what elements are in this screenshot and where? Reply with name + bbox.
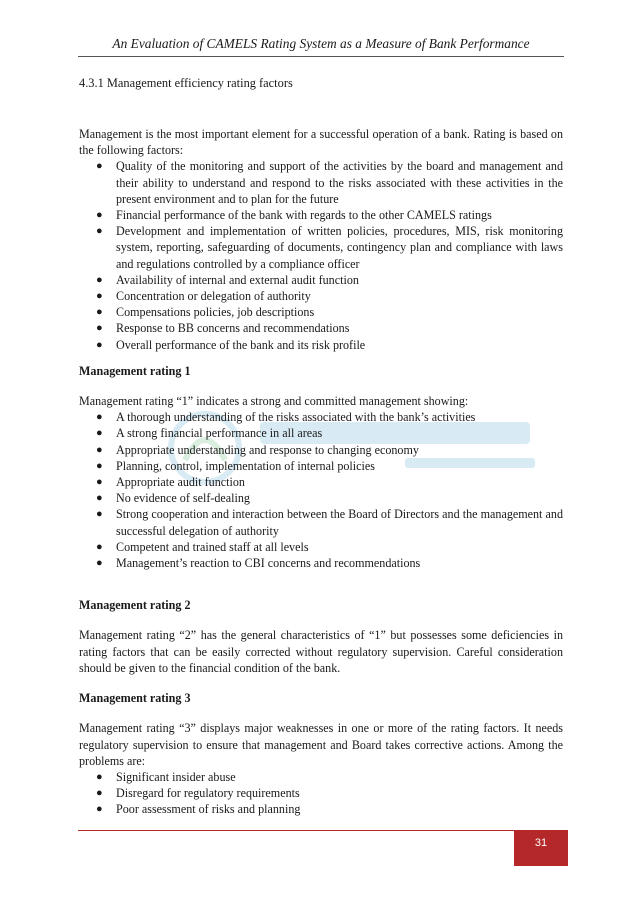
list-item: ● Poor assessment of risks and planning xyxy=(96,802,301,817)
bullet-icon: ● xyxy=(96,273,103,286)
bullet-icon: ● xyxy=(96,160,103,173)
list-item: ● Significant insider abuse xyxy=(96,769,236,784)
list-item: ● Management’s reaction to CBI concerns and recommendations xyxy=(96,556,421,571)
rating-1-list xyxy=(79,409,563,571)
list-item: ● Planning, control, implementation of internal policies xyxy=(96,458,375,473)
bullet-icon: ● xyxy=(96,476,103,489)
bullet-icon: ● xyxy=(96,427,103,440)
bullet-icon: ● xyxy=(96,411,103,424)
bullet-icon: ● xyxy=(96,322,103,335)
rating-3-text: Management rating “3” displays major weaknesses in one or more of the rating factors. It needs regulatory supervision to ensure that management and Board takes corrective actions. Among the problems are: xyxy=(79,721,563,768)
bullet-icon: ● xyxy=(96,225,103,238)
bullet-icon: ● xyxy=(96,443,103,456)
rating-3-heading: Management rating 3 xyxy=(79,691,191,706)
list-item: ● Availability of internal and external audit function xyxy=(96,272,359,287)
bullet-icon: ● xyxy=(96,508,103,521)
list-item: ● Competent and trained staff at all levels xyxy=(96,539,309,554)
page-body xyxy=(79,126,563,818)
bullet-icon: ● xyxy=(96,492,103,505)
rating-1-heading: Management rating 1 xyxy=(79,363,191,378)
bullet-icon: ● xyxy=(96,306,103,319)
rating-3-list xyxy=(79,769,563,818)
list-item: ● Overall performance of the bank and its risk profile xyxy=(96,337,366,352)
rating-2-heading: Management rating 2 xyxy=(79,598,191,613)
bullet-icon: ● xyxy=(96,803,103,816)
bullet-icon: ● xyxy=(96,459,103,472)
list-item: ● Financial performance of the bank with regards to the other CAMELS ratings xyxy=(96,208,492,223)
list-item: ● No evidence of self-dealing xyxy=(96,491,250,506)
bullet-icon: ● xyxy=(96,209,103,222)
list-item: ● Appropriate understanding and response to changing economy xyxy=(96,442,419,457)
list-item: ● A strong financial performance in all areas xyxy=(96,426,323,441)
list-item: ● Compensations policies, job descriptions xyxy=(96,305,315,320)
bullet-icon: ● xyxy=(96,770,103,783)
list-item: ● Quality of the monitoring and support of the activities by the board and management and their ability to understand and respond to the risks associated with these activities in the present environment and to plan for the future xyxy=(96,159,563,206)
list-item: ● Strong cooperation and interaction between the Board of Directors and the management and successful delegation of authority xyxy=(96,507,563,538)
section-title: 4.3.1 Management efficiency rating factors xyxy=(79,76,293,90)
intro-paragraph: Management is the most important element for a successful operation of a bank. Rating is based on the following factors: xyxy=(79,127,563,158)
page-number-badge xyxy=(514,830,568,866)
footer-rule xyxy=(78,830,514,831)
bullet-icon: ● xyxy=(96,540,103,553)
bullet-icon: ● xyxy=(96,557,103,570)
bullet-icon: ● xyxy=(96,787,103,800)
list-item: ● Response to BB concerns and recommendations xyxy=(96,321,350,336)
page-number: 31 xyxy=(534,837,548,849)
list-item: ● Concentration or delegation of authority xyxy=(96,289,311,304)
list-item: ● Disregard for regulatory requirements xyxy=(96,786,300,801)
rating-2-text: Management rating “2” has the general characteristics of “1” but possesses some deficiencies in rating factors that can be easily corrected without regulatory supervision. Careful consideration should be given to the financial condition of the bank. xyxy=(79,628,563,675)
factor-list xyxy=(79,158,563,352)
list-item: ● Appropriate audit function xyxy=(96,475,245,490)
bullet-icon: ● xyxy=(96,338,103,351)
rating-1-intro: Management rating “1” indicates a strong and committed management showing: xyxy=(79,394,469,409)
bullet-icon: ● xyxy=(96,290,103,303)
list-item: ● A thorough understanding of the risks associated with the bank’s activities xyxy=(96,410,476,425)
list-item: ● Development and implementation of written policies, procedures, MIS, risk monitoring system, reporting, safeguarding of documents, contingency plan and compliance with laws and regulations controlled by a compliance officer xyxy=(96,224,563,271)
running-header: An Evaluation of CAMELS Rating System as a Measure of Bank Performance xyxy=(78,34,564,57)
